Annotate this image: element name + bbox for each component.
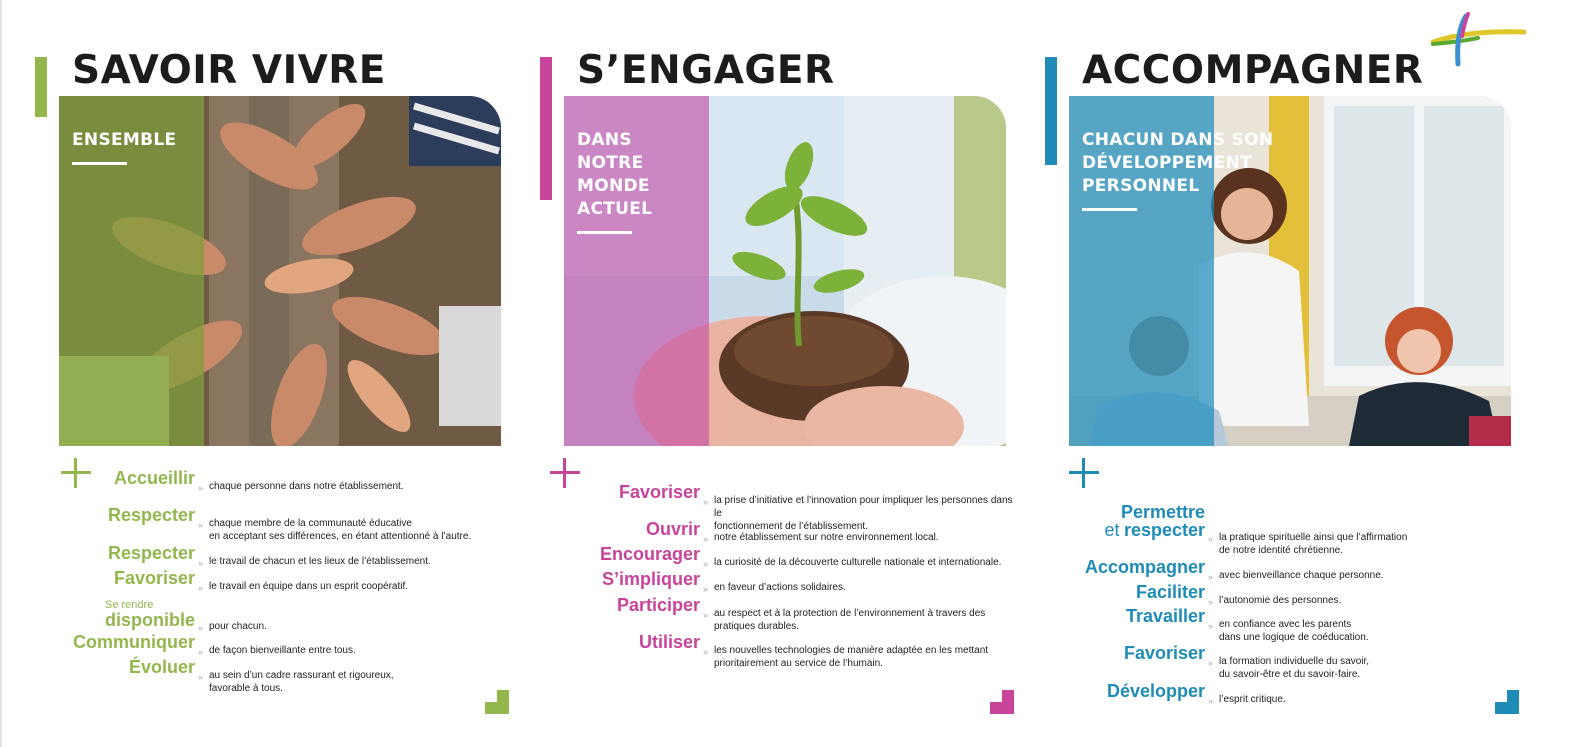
verb-label: Favoriser (1123, 643, 1205, 664)
item-description: en confiance avec les parents dans une logique de coéducation. (1219, 619, 1369, 643)
hands-circle-photo (59, 96, 501, 446)
chevron-icon: » (198, 483, 203, 493)
chevron-icon: » (703, 610, 708, 620)
verb-prefix: Se rendre (105, 598, 154, 611)
section-accompagner (1045, 0, 1515, 747)
chevron-icon: » (198, 623, 203, 633)
photo-caption (577, 106, 652, 257)
chevron-icon: » (703, 497, 708, 507)
verb-label: Favoriser (618, 482, 700, 503)
item-description: chaque membre de la communauté éducative en acceptant ses différences, en étant attentionné à l’autre. (209, 518, 472, 542)
section-heading: ACCOMPAGNER (1082, 48, 1424, 93)
plus-icon (550, 458, 580, 488)
section-s-engager (540, 0, 1013, 747)
item-description: chaque personne dans notre établissement. (209, 481, 404, 492)
verb-label: Encourager (599, 544, 700, 565)
verb-label: Ouvrir (645, 519, 700, 540)
item-description: l’esprit critique. (1219, 694, 1286, 705)
chevron-icon: » (703, 584, 708, 594)
caption-underline (1082, 208, 1137, 211)
chevron-icon: » (1208, 696, 1213, 706)
section-heading: SAVOIR VIVRE (72, 48, 386, 93)
verb-label: Accompagner (1084, 557, 1205, 578)
verb-label: Respecter (107, 543, 195, 564)
chevron-icon: » (1208, 572, 1213, 582)
photo-caption-text: CHACUN DANS SON DÉVELOPPEMENT PERSONNEL (1082, 130, 1274, 196)
verb-label: Se rendre disponible (105, 598, 195, 631)
corner-bracket-icon (485, 690, 509, 714)
verb-label: Développer (1106, 681, 1205, 702)
item-description: la curiosité de la découverte culturelle nationale et internationale. (714, 557, 1002, 568)
chevron-icon: » (198, 647, 203, 657)
verb-label: Permettre et respecter (1104, 502, 1205, 540)
verb-label: Communiquer (72, 632, 195, 653)
corner-bracket-icon (1495, 690, 1519, 714)
item-description: pour chacun. (209, 621, 267, 632)
accent-bar (1045, 57, 1057, 165)
item-description: l’autonomie des personnes. (1219, 595, 1342, 606)
accent-bar (35, 57, 47, 117)
chevron-icon: » (1208, 597, 1213, 607)
item-description: au respect et à la protection de l’environnement à travers des pratiques durables. (714, 608, 986, 632)
chevron-icon: » (703, 534, 708, 544)
item-description: la prise d’initiative et l’innovation pour impliquer les personnes dans le fonctionnement de l’établissement. (714, 495, 1013, 532)
item-description: de façon bienveillante entre tous. (209, 645, 356, 656)
verb-label: Participer (616, 595, 700, 616)
caption-underline (72, 162, 127, 165)
photo-caption-text: DANS NOTRE MONDE ACTUEL (577, 130, 653, 219)
photo-caption (72, 106, 176, 188)
chevron-icon: » (703, 559, 708, 569)
section-heading: S’ENGAGER (577, 48, 835, 93)
teacher-with-students-photo (1069, 96, 1511, 446)
accent-bar (540, 57, 552, 200)
chevron-icon: » (198, 583, 203, 593)
chevron-icon: » (198, 520, 203, 530)
photo-caption-text: ENSEMBLE (72, 130, 177, 150)
verb-label: Accueillir (113, 468, 195, 489)
verb-label: Favoriser (113, 568, 195, 589)
cross-swoosh-logo (1428, 12, 1528, 68)
photo-caption (1082, 106, 1273, 234)
page-left-border (0, 0, 2, 747)
verb-label: Utiliser (638, 632, 700, 653)
verb-label: Faciliter (1135, 582, 1205, 603)
item-description: la formation individuelle du savoir, du savoir-être et du savoir-faire. (1219, 656, 1370, 680)
plus-icon (61, 458, 91, 488)
corner-bracket-icon (990, 690, 1014, 714)
item-description: en faveur d’actions solidaires. (714, 582, 846, 593)
caption-underline (577, 231, 632, 234)
section-savoir-vivre (35, 0, 505, 747)
verb-label: Évoluer (128, 657, 195, 678)
chevron-icon: » (1208, 658, 1213, 668)
verb-connector: et (1104, 520, 1120, 540)
plus-icon (1069, 458, 1099, 488)
item-description: au sein d’un cadre rassurant et rigoureux, favorable à tous. (209, 670, 394, 694)
item-description: le travail en équipe dans un esprit coopératif. (209, 581, 409, 592)
verb-label: Travailler (1125, 606, 1205, 627)
item-description: la pratique spirituelle ainsi que l’affirmation de notre identité chrétienne. (1219, 532, 1408, 556)
item-description: notre établissement sur notre environnement local. (714, 532, 939, 543)
chevron-icon: » (703, 647, 708, 657)
verb-label: S’impliquer (601, 569, 700, 590)
chevron-icon: » (1208, 534, 1213, 544)
chevron-icon: » (1208, 621, 1213, 631)
item-description: avec bienveillance chaque personne. (1219, 570, 1384, 581)
chevron-icon: » (198, 558, 203, 568)
verb-label: Respecter (107, 505, 195, 526)
item-description: les nouvelles technologies de manière adaptée en les mettant prioritairement au service de l’humain. (714, 645, 989, 669)
chevron-icon: » (198, 672, 203, 682)
plant-in-hands-photo (564, 96, 1006, 446)
item-description: le travail de chacun et les lieux de l’établissement. (209, 556, 431, 567)
